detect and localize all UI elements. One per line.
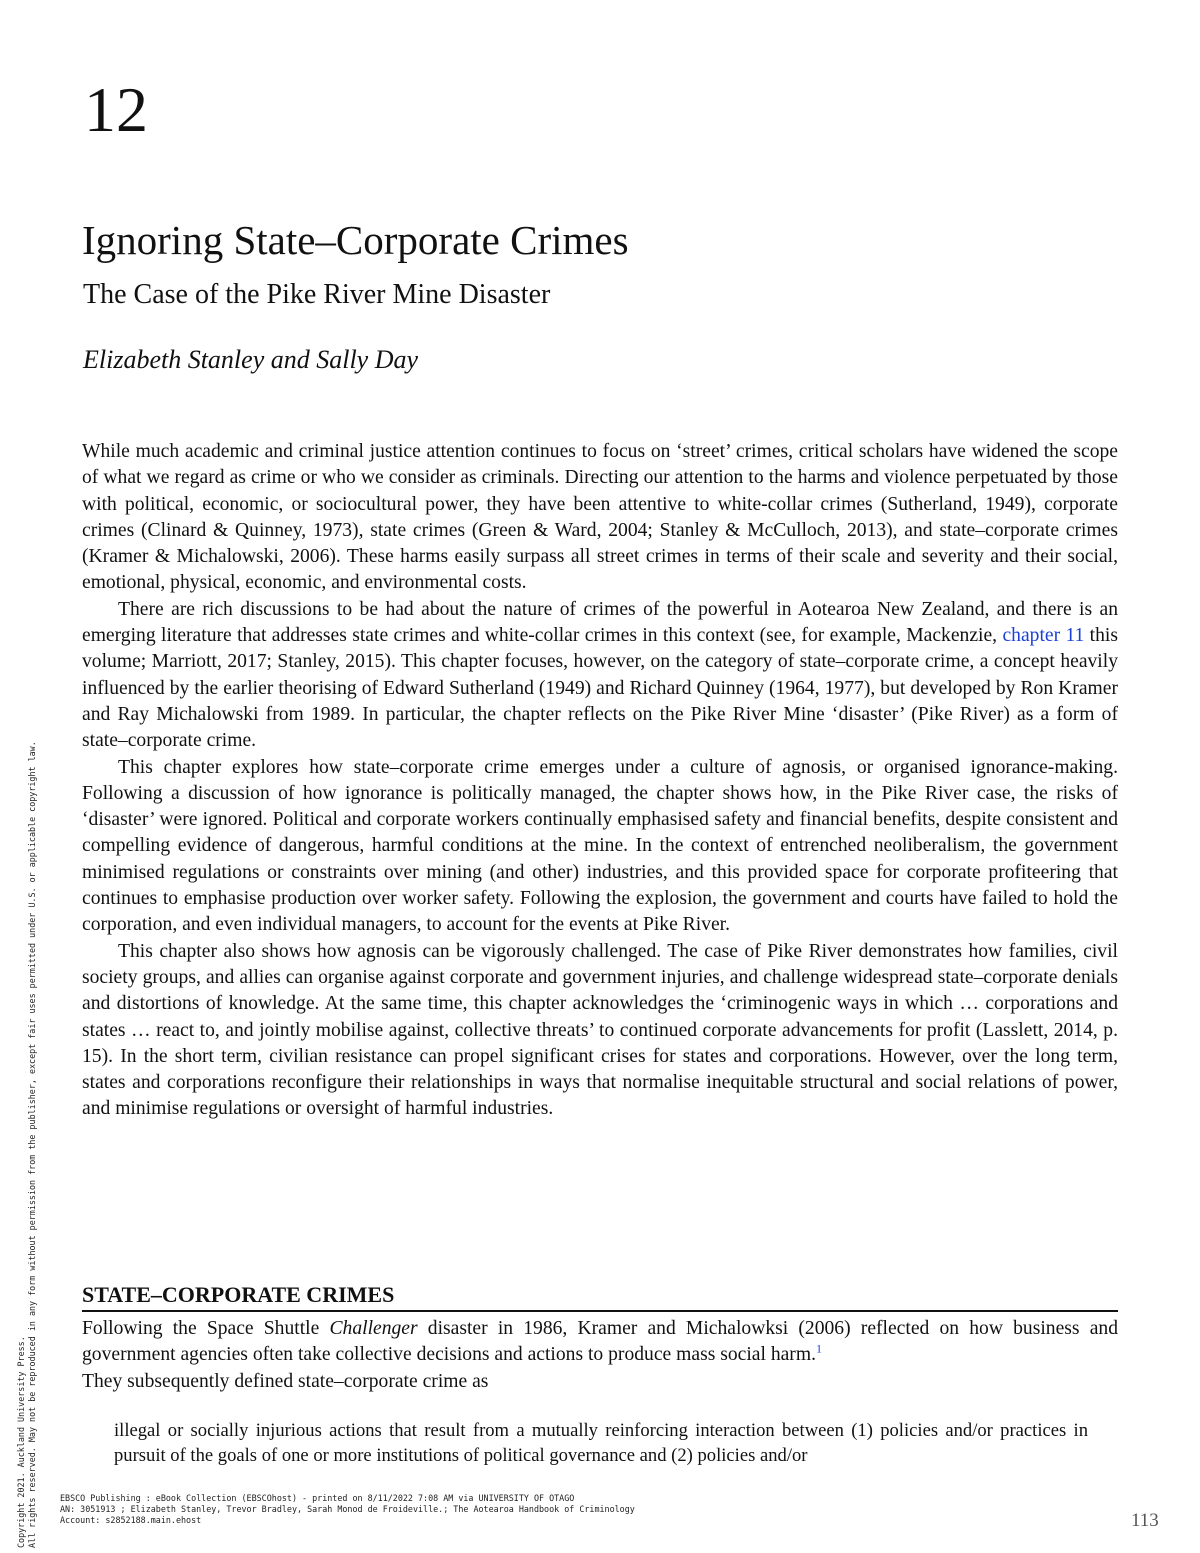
block-quote-text: illegal or socially injurious actions that result from a mutually reinforcing interaction between (1) policies and/or practices in pursuit of the goals of one or more institutions of political governance and (2) policies and/or — [114, 1420, 1088, 1466]
side-copyright-line-1: Copyright 2021. Auckland University Press. — [16, 1336, 26, 1548]
intro-body — [82, 439, 1118, 1123]
section-heading: STATE–CORPORATE CRIMES — [82, 1282, 1118, 1312]
chapter-title: Ignoring State–Corporate Crimes — [82, 217, 629, 263]
footer-line-2: AN: 3051913 ; Elizabeth Stanley, Trevor Bradley, Sarah Monod de Froideville.; The Aotearoa Handbook of Criminology — [60, 1504, 635, 1514]
intro-paragraph-2-text-a: There are rich discussions to be had about the nature of crimes of the powerful in Aotearoa New Zealand, and there is an emerging literature that addresses state crimes and white-collar crimes in this context (see, for example, Mackenzie, — [82, 598, 1118, 647]
section-body — [82, 1316, 1118, 1395]
intro-paragraph-1: While much academic and criminal justice attention continues to focus on ‘street’ crimes, critical scholars have widened the scope of what we regard as crime or who we consider as criminals. Directing our attention to the harms and violence perpetuated by those with political, economic, or sociocultural power, they have been attentive to white-collar crimes (Sutherland, 1949), corporate crimes (Clinard & Quinney, 1973), state crimes (Green & Ward, 2004; Stanley & McCulloch, 2013), and state–corporate crimes (Kramer & Michalowski, 2006). These harms easily surpass all street crimes in terms of their scale and severity and their social, emotional, physical, economic, and environmental costs. — [82, 441, 1118, 594]
intro-paragraph-2 — [82, 597, 1118, 755]
chapter-authors: Elizabeth Stanley and Sally Day — [83, 345, 419, 374]
section-text-b: disaster in 1986, Kramer and Michalowksi (2006) reflected on how business and government agencies often take collective decisions and actions to produce mass social harm. — [82, 1318, 1118, 1366]
footer-line-1: EBSCO Publishing : eBook Collection (EBSCOhost) - printed on 8/11/2022 7:08 AM via UNIVERSITY OF OTAGO — [60, 1493, 575, 1503]
footnote-marker[interactable]: 1 — [815, 1341, 822, 1356]
side-copyright-line-2: All rights reserved. May not be reproduced in any form without permission from the publisher, except fair uses permitted under U.S. or applicable copyright law. — [27, 741, 37, 1548]
challenger-italic: Challenger — [329, 1318, 418, 1339]
section-paragraph-1 — [82, 1316, 1118, 1369]
side-copyright-notice — [16, 741, 38, 1548]
footer-metadata — [60, 1493, 635, 1526]
block-quote — [114, 1418, 1088, 1468]
chapter-11-link[interactable]: chapter 11 — [1002, 625, 1085, 647]
footer-line-3: Account: s2852188.main.ehost — [60, 1515, 202, 1525]
chapter-subtitle: The Case of the Pike River Mine Disaster — [83, 279, 551, 310]
intro-paragraph-3: This chapter explores how state–corporate crime emerges under a culture of agnosis, or organised ignorance-making. Following a discussion of how ignorance is politically managed, the chapter shows how, in the Pike River case, the risks of ‘disaster’ were ignored. Political and corporate workers continually emphasised safety and financial benefits, despite consistent and compelling evidence of dangerous, harmful conditions at the mine. In the context of entrenched neoliberalism, the government minimised regulations or constraints over mining (and other) industries, and this provided space for corporate profiteering that continues to emphasise production over worker safety. Following the explosion, the government and courts have failed to hold the corporation, and even individual managers, to account for the events at Pike River. — [82, 756, 1118, 936]
section-text-a: Following the Space Shuttle — [82, 1318, 330, 1339]
section-paragraph-1-continued: They subsequently defined state–corporate crime as — [82, 1370, 489, 1392]
intro-paragraph-2-text-b: this volume; Marriott, 2017; Stanley, 2015). This chapter focuses, however, on the category of state–corporate crime, a concept heavily influenced by the earlier theorising of Edward Sutherland (1949) and Richard Quinney (1964, 1977), but developed by Ron Kramer and Ray Michalowski from 1989. In particular, the chapter reflects on the Pike River Mine ‘disaster’ (Pike River) as a form of state–corporate crime. — [82, 625, 1118, 752]
intro-paragraph-4: This chapter also shows how agnosis can be vigorously challenged. The case of Pike River demonstrates how families, civil society groups, and allies can organise against corporate and government injuries, and challenge widespread state–corporate denials and distortions of knowledge. At the same time, this chapter acknowledges the ‘criminogenic ways in which … corporations and states … react to, and jointly mobilise against, collective threats’ to continued corporate advancements for profit (Lasslett, 2014, p. 15). In the short term, civilian resistance can propel significant crises for states and corporations. However, over the long term, states and corporations reconfigure their relationships in ways that normalise inequitable structural and social relations of power, and minimise regulations or oversight of harmful industries. — [82, 940, 1118, 1120]
page-number: 113 — [1131, 1510, 1159, 1531]
chapter-number: 12 — [84, 74, 148, 145]
